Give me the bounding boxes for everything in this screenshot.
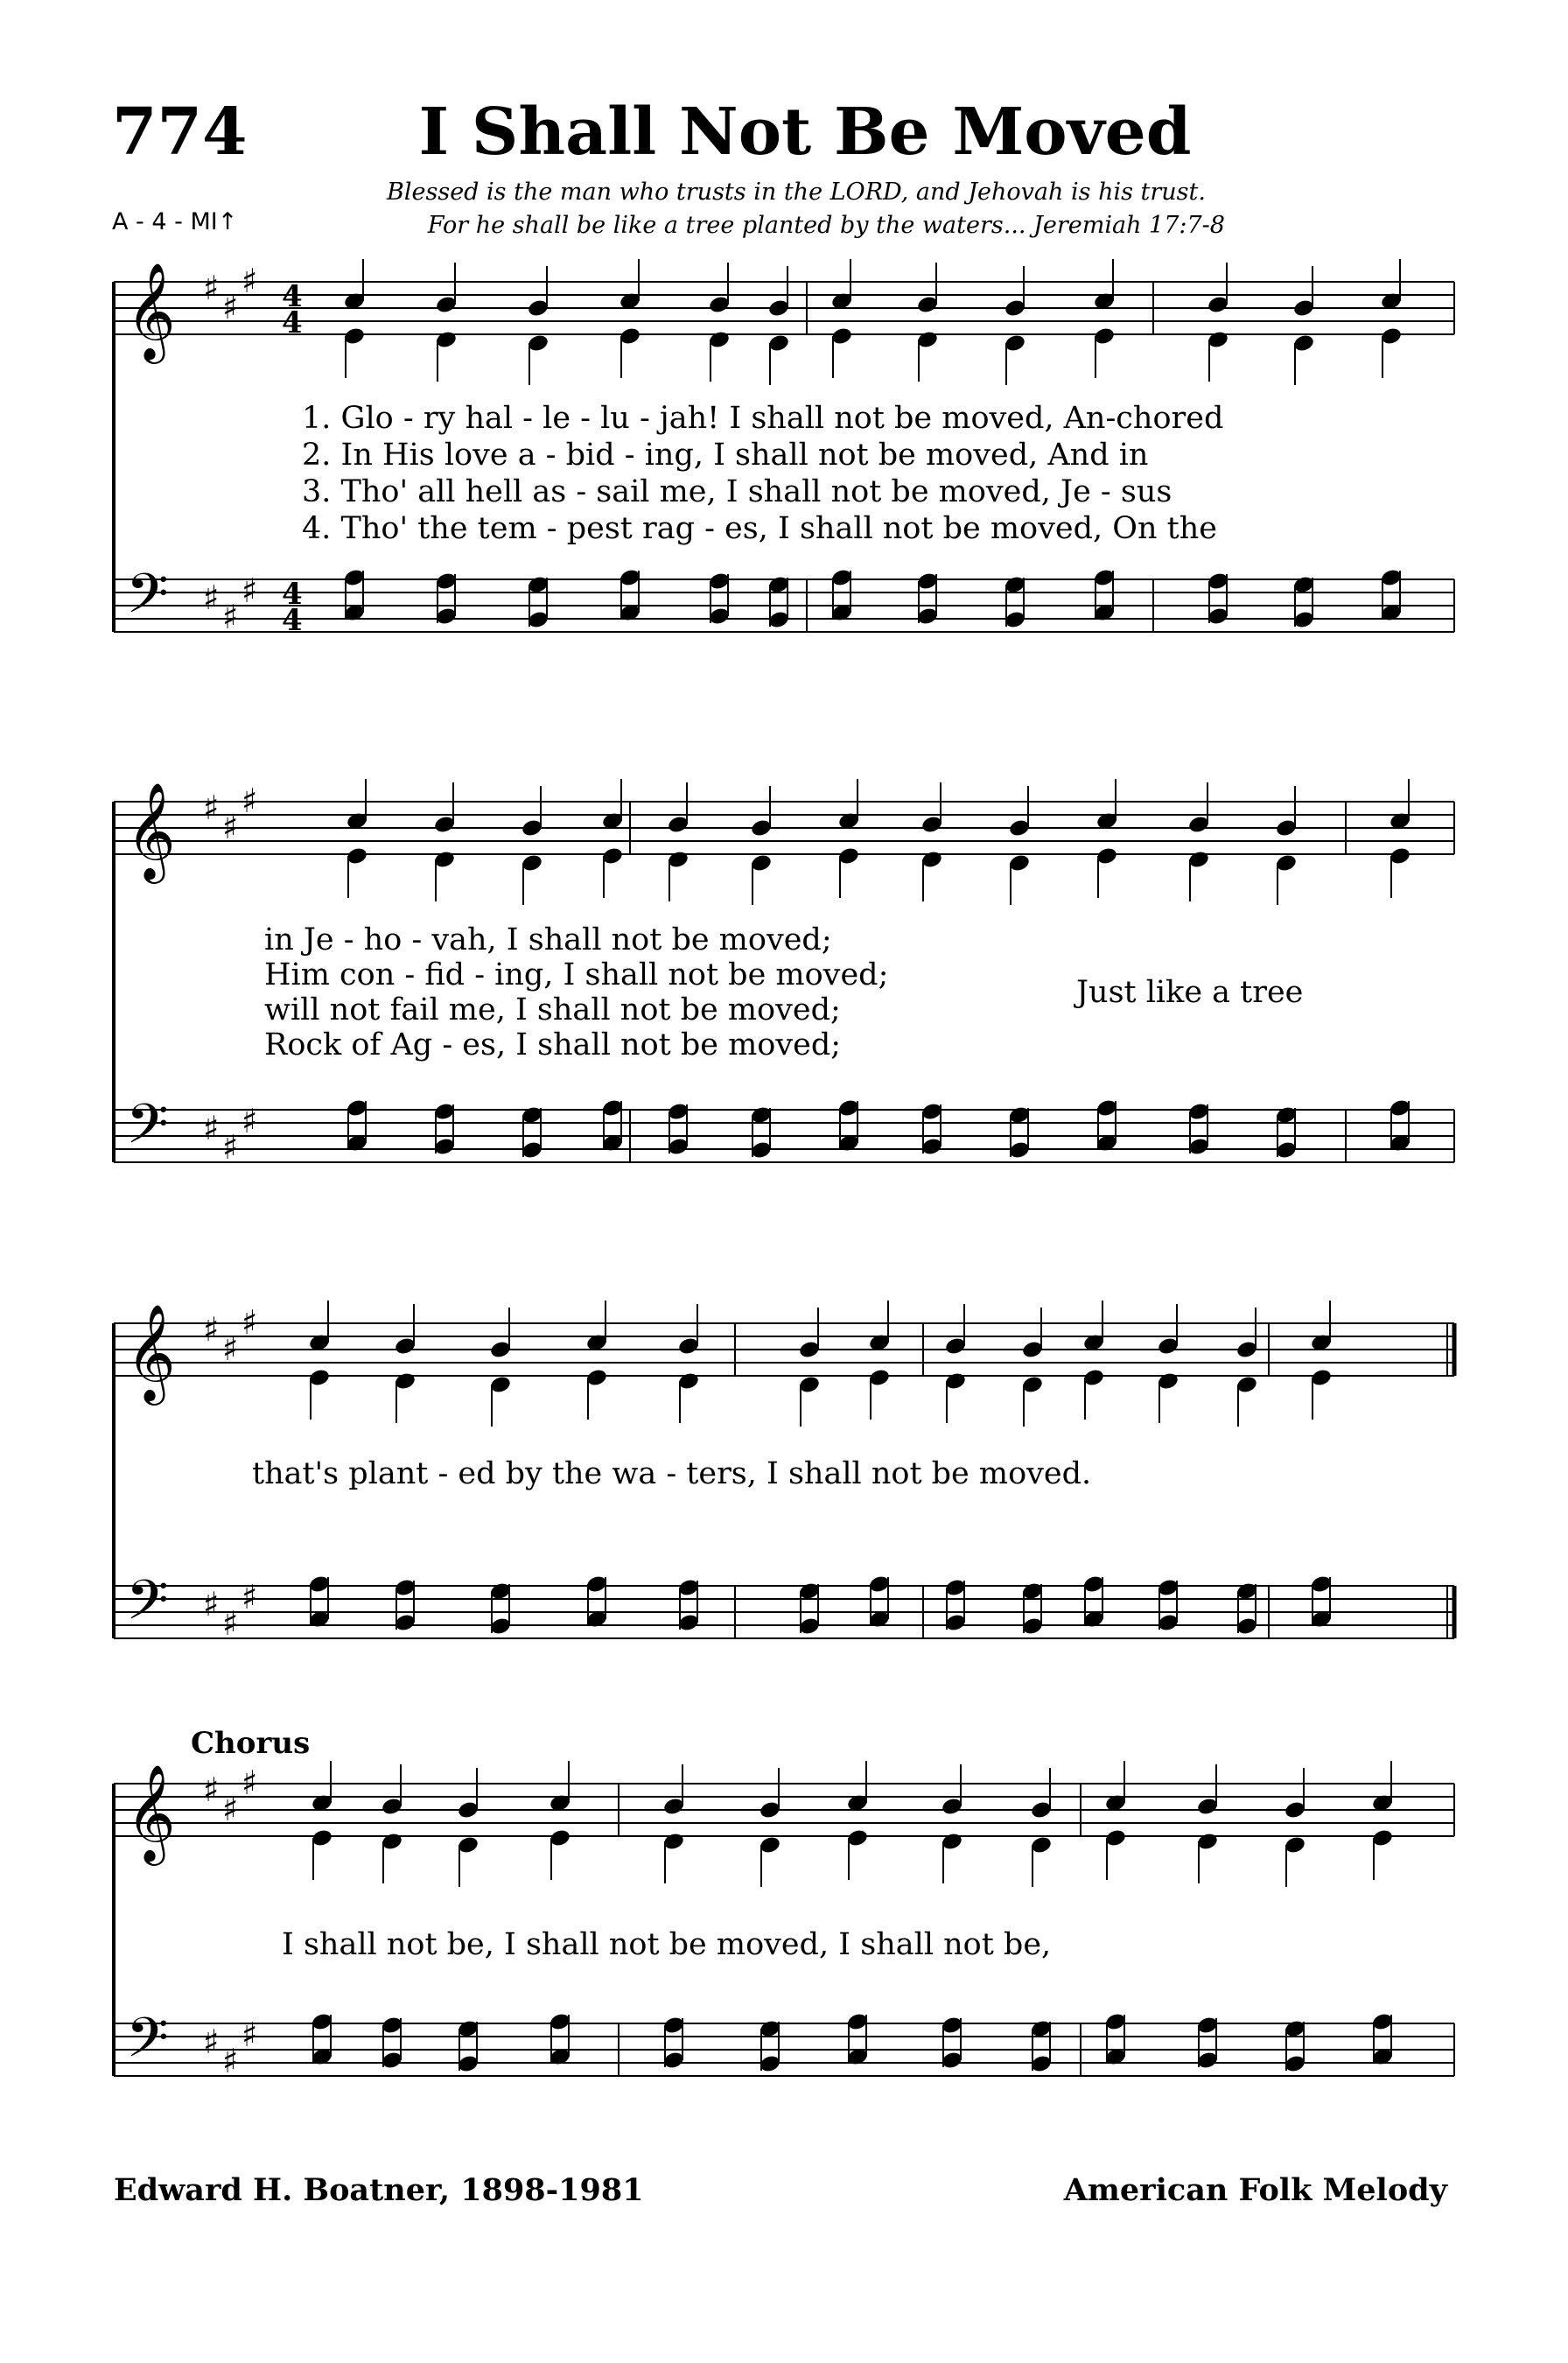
sharp-sign: ♯ [203,578,220,617]
bass-time-bottom: 4 [282,603,303,638]
treble-clef: 𝄞 [126,782,176,880]
verse-3-line-2: will not fail me, I shall not be moved; [264,992,841,1027]
treble-clef: 𝄞 [126,262,176,360]
treble-time-bottom: 4 [282,305,303,340]
sharp-sign: ♯ [203,1770,220,1809]
sharp-sign: ♯ [222,1329,239,1368]
bass-time-top: 4 [282,577,303,612]
tune-code: A - 4 - MI↑ [112,208,238,235]
chorus-label: Chorus [191,1726,311,1761]
hymn-number: 774 [112,95,248,170]
sharp-sign: ♯ [242,782,258,820]
sharp-sign: ♯ [203,269,220,307]
sharp-sign: ♯ [222,1790,239,1828]
verse-2-line-2: Him con - fid - ing, I shall not be moved; [264,957,889,992]
sharp-sign: ♯ [203,1585,220,1623]
sharp-sign: ♯ [242,1763,258,1802]
hymn-title: I Shall Not Be Moved [418,95,1192,170]
verse-1-line-2: in Je - ho - vah, I shall not be moved; [264,922,832,957]
sharp-sign: ♯ [222,1604,239,1643]
sharp-sign: ♯ [222,808,239,846]
verse-line-3: that's plant - ed by the wa - ters, I shall not be moved. [252,1456,1092,1491]
sharp-sign: ♯ [222,2042,239,2080]
tune-source: American Folk Melody [1063,2172,1447,2208]
verse-4-line-1: 4. Tho' the tem - pest rag - es, I shall not be moved, On the [302,511,1217,546]
verse-1-line-1: 1. Glo - ry hal - le - lu - jah! I shall not be moved, An-chored [302,401,1224,436]
refrain-text: Just like a tree [1076,975,1304,1010]
sharp-sign: ♯ [203,1310,220,1349]
sharp-sign: ♯ [222,1128,239,1167]
verse-4-line-2: Rock of Ag - es, I shall not be moved; [264,1027,842,1062]
verse-3-line-1: 3. Tho' all hell as - sail me, I shall not be moved, Je - sus [302,474,1172,509]
sharp-sign: ♯ [242,262,258,300]
bass-clef: 𝄢 [126,1567,169,1645]
chorus-line: I shall not be, I shall not be moved, I shall not be, [282,1927,1052,1962]
bass-clef: 𝄢 [126,1091,169,1169]
sharp-sign: ♯ [242,1303,258,1342]
treble-clef: 𝄞 [126,1763,176,1862]
verse-2-line-1: 2. In His love a - bid - ing, I shall not be moved, And in [302,438,1149,473]
sharp-sign: ♯ [203,789,220,827]
bass-clef: 𝄢 [126,2005,169,2083]
treble-time-top: 4 [282,279,303,314]
sharp-sign: ♯ [203,2023,220,2061]
sharp-sign: ♯ [222,598,239,636]
epigraph-line-2: For he shall be like a tree planted by the waters... Jeremiah 17:7-8 [427,212,1225,239]
sharp-sign: ♯ [242,1578,258,1616]
author-credit: Edward H. Boatner, 1898-1981 [114,2172,644,2208]
sharp-sign: ♯ [242,571,258,610]
treble-clef: 𝄞 [126,1303,176,1401]
sharp-sign: ♯ [242,1102,258,1140]
sharp-sign: ♯ [203,1109,220,1147]
bass-clef: 𝄢 [126,561,169,639]
sharp-sign: ♯ [242,2016,258,2054]
sharp-sign: ♯ [222,288,239,326]
epigraph-line-1: Blessed is the man who trusts in the LORD, and Jehovah is his trust. [387,179,1206,206]
